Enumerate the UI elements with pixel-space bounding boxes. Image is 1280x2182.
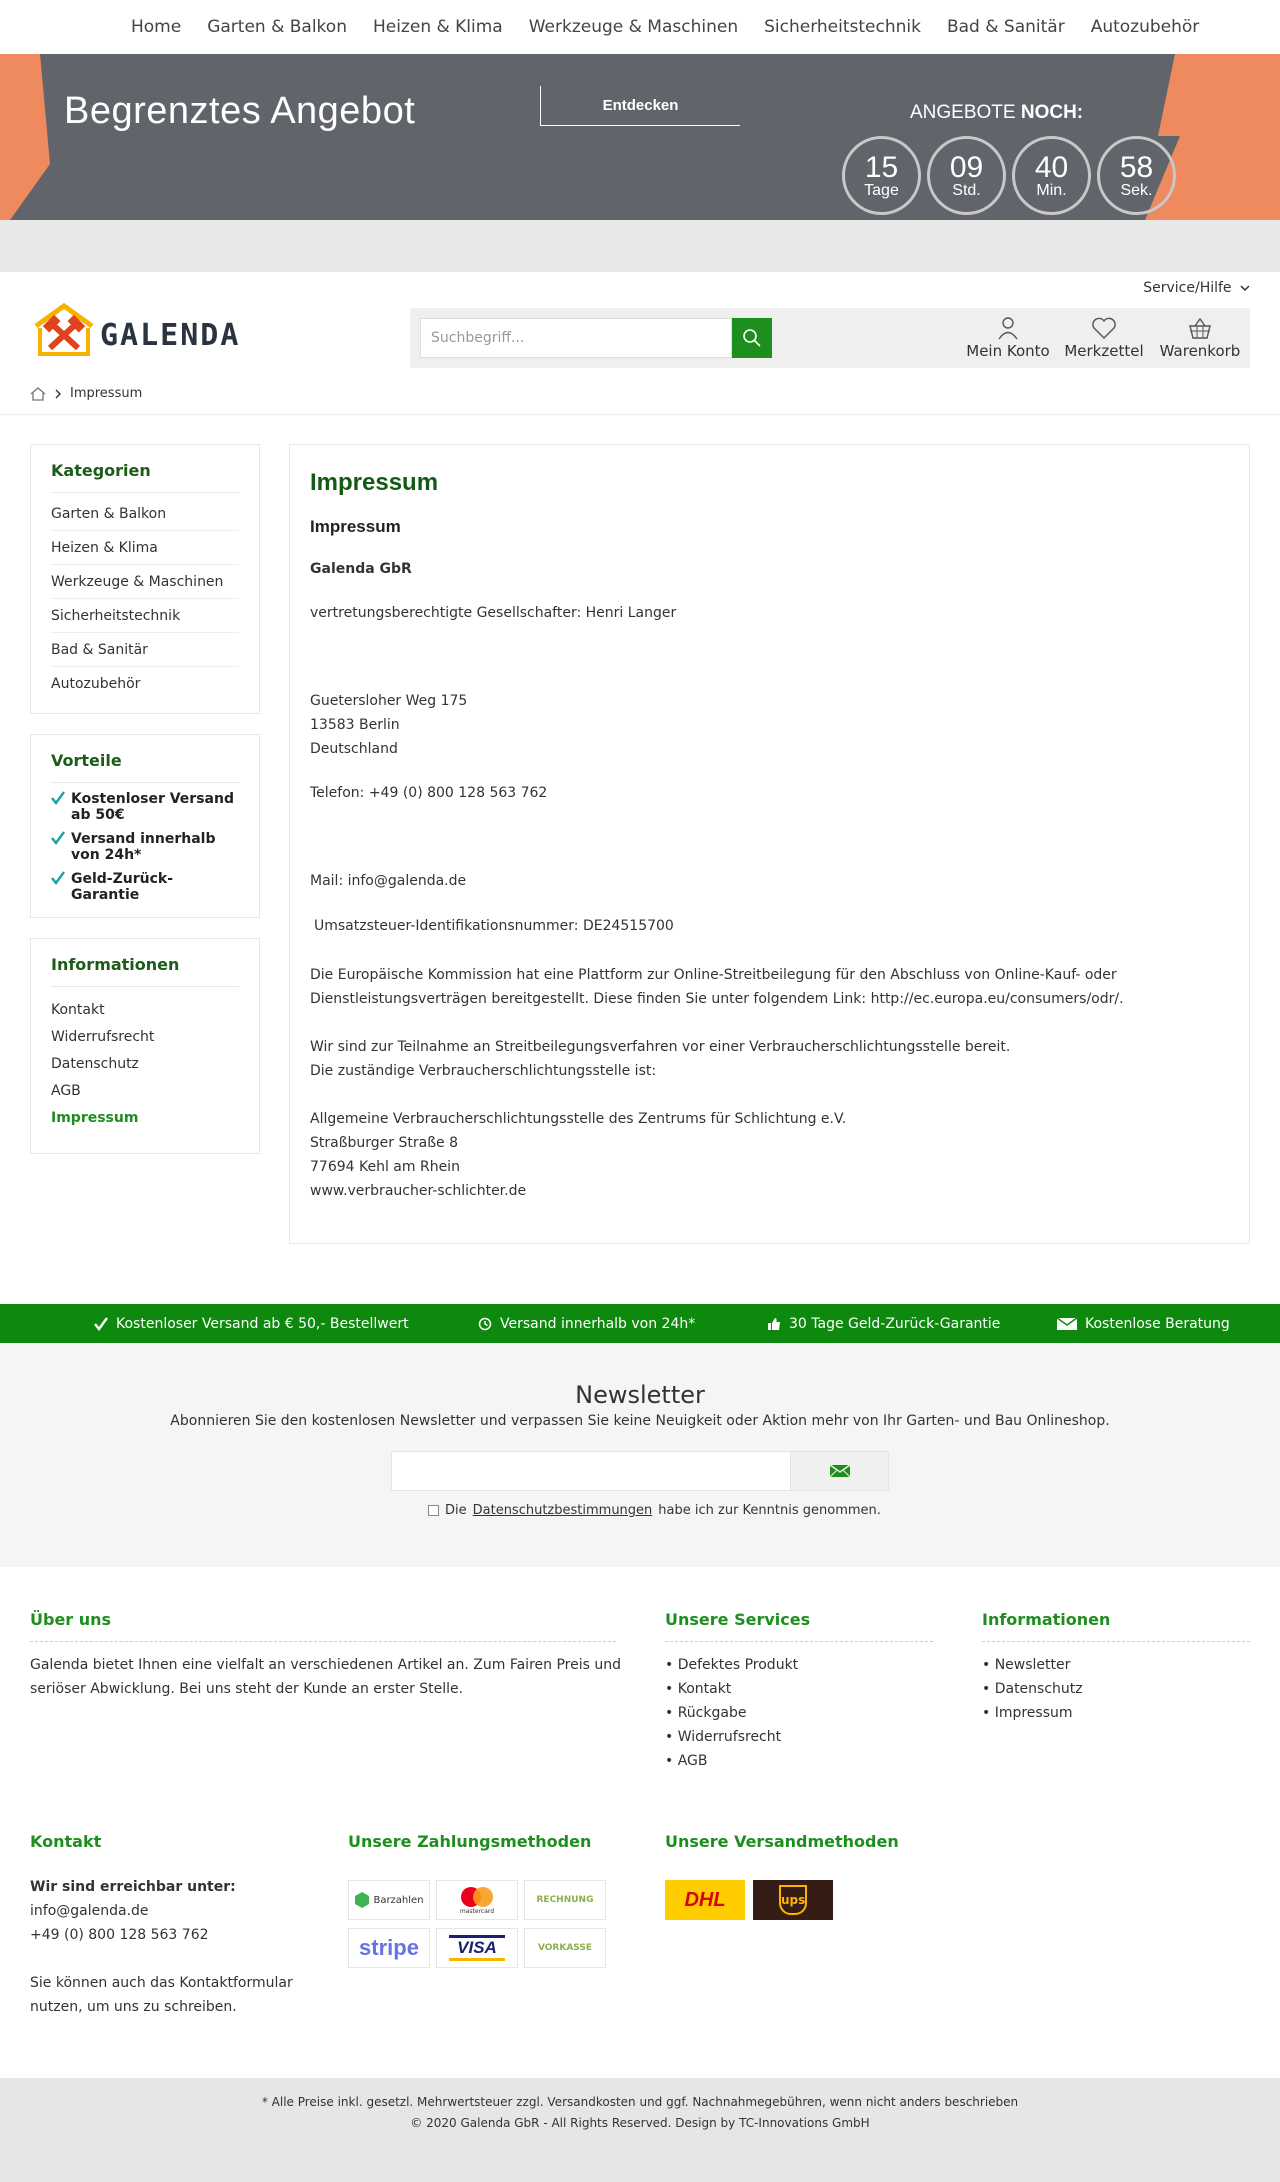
footer-contact-heading: Wir sind erreichbar unter: xyxy=(30,1879,236,1895)
spacer-bar xyxy=(0,220,1280,272)
benefit-free-shipping: Kostenloser Versand ab € 50,- Bestellwert xyxy=(94,1316,409,1332)
sidebar-item-werkzeuge[interactable]: Werkzeuge & Maschinen xyxy=(51,565,239,599)
countdown xyxy=(842,136,1176,215)
newsletter-submit-button[interactable] xyxy=(790,1451,889,1491)
footer-link-datenschutz[interactable]: • Datenschutz xyxy=(982,1681,1083,1697)
logo-text: GALENDA xyxy=(100,317,241,353)
information-title: Informationen xyxy=(51,955,239,987)
benefit-free-consulting: Kostenlose Beratung xyxy=(1057,1316,1230,1332)
sidebar-item-heizen-klima[interactable]: Heizen & Klima xyxy=(51,531,239,565)
sidebar-item-bad-sanitaer[interactable]: Bad & Sanitär xyxy=(51,633,239,667)
privacy-link[interactable]: Datenschutzbestimmungen xyxy=(472,1503,653,1518)
sidebar-item-sicherheitstechnik[interactable]: Sicherheitstechnik xyxy=(51,599,239,633)
countdown-minutes: 40 Min. xyxy=(1012,136,1091,215)
dispute-text-1: Wir sind zur Teilnahme an Streitbeilegungsverfahren vor einer Verbraucherschlichtungsstelle bereit. xyxy=(310,1039,1011,1055)
newsletter-email-input[interactable] xyxy=(391,1451,791,1491)
footer-info-title: Informationen xyxy=(982,1610,1250,1642)
odr-text-1: Die Europäische Kommission hat eine Plattform zur Online-Streitbeilegung für den Abschluss von Online-Kauf- oder xyxy=(310,967,1117,983)
arbitration-street: Straßburger Straße 8 xyxy=(310,1135,459,1151)
cart-button[interactable]: Warenkorb xyxy=(1152,316,1248,360)
search-button[interactable] xyxy=(732,318,772,358)
shipping-dhl: DHL xyxy=(665,1880,745,1920)
top-navigation xyxy=(0,0,1280,54)
promo-banner xyxy=(0,54,1280,220)
privacy-checkbox[interactable] xyxy=(428,1505,439,1516)
sidebar-item-agb[interactable]: AGB xyxy=(51,1083,81,1099)
arbitration-website[interactable]: www.verbraucher-schlichter.de xyxy=(310,1183,527,1199)
shipping-ups: ups xyxy=(753,1880,833,1920)
header-actions xyxy=(960,316,1248,360)
footer-shipping-title: Unsere Versandmethoden xyxy=(665,1832,899,1851)
checkmark-icon xyxy=(94,1317,108,1331)
nav-autozubehoer[interactable]: Autozubehör xyxy=(1090,17,1200,37)
search-input[interactable]: Suchbegriff... xyxy=(420,318,732,358)
envelope-icon xyxy=(1057,1317,1077,1331)
divider xyxy=(0,414,1280,415)
copyright-text: © 2020 Galenda GbR - All Rights Reserved. Design by TC-Innovations GmbH xyxy=(410,2116,870,2130)
sidebar-item-datenschutz[interactable]: Datenschutz xyxy=(51,1056,139,1072)
legal-footer xyxy=(0,2078,1280,2182)
payment-barzahlen: Barzahlen xyxy=(348,1880,430,1920)
countdown-days: 15 Tage xyxy=(842,136,921,215)
nav-heizen-klima[interactable]: Heizen & Klima xyxy=(372,17,503,37)
advantage-item: Geld-Zurück-Garantie xyxy=(51,871,239,903)
sidebar-item-garten-balkon[interactable]: Garten & Balkon xyxy=(51,497,239,531)
footer-services-title: Unsere Services xyxy=(665,1610,933,1642)
phone: Telefon: +49 (0) 800 128 563 762 xyxy=(310,785,548,801)
service-help-dropdown[interactable]: Service/Hilfe xyxy=(1143,280,1250,296)
footer-link-kontakt[interactable]: • Kontakt xyxy=(665,1681,732,1697)
chevron-down-icon xyxy=(1240,284,1250,292)
breadcrumb xyxy=(30,386,142,401)
footer-contact-phone[interactable]: +49 (0) 800 128 563 762 xyxy=(30,1927,209,1943)
payment-mastercard: mastercard xyxy=(436,1880,518,1920)
user-icon xyxy=(997,316,1019,340)
chevron-right-icon xyxy=(54,389,62,399)
page-subtitle: Impressum xyxy=(310,517,401,536)
sidebar-item-kontakt[interactable]: Kontakt xyxy=(51,1002,105,1018)
search-icon xyxy=(742,328,762,348)
payment-stripe: stripe xyxy=(348,1928,430,1968)
barzahlen-logo-icon xyxy=(354,1891,370,1909)
address-city: 13583 Berlin xyxy=(310,717,400,733)
mastercard-logo-icon xyxy=(458,1886,496,1908)
offer-countdown-label: ANGEBOTE NOCH: xyxy=(910,102,1084,123)
home-icon[interactable] xyxy=(30,387,46,401)
odr-text-2: Dienstleistungsverträgen bereitgestellt. Diese finden Sie unter folgendem Link: http://ec.europa.eu/consumers/odr/. xyxy=(310,991,1124,1007)
heart-icon xyxy=(1091,316,1117,340)
discover-button[interactable]: Entdecken xyxy=(540,86,740,126)
sidebar-item-impressum[interactable]: Impressum xyxy=(51,1110,139,1126)
footer-link-widerrufsrecht[interactable]: • Widerrufsrecht xyxy=(665,1729,782,1745)
logo-hammers-icon xyxy=(32,302,96,358)
company-name: Galenda GbR xyxy=(310,561,412,577)
page-title: Impressum xyxy=(310,469,439,496)
logo[interactable] xyxy=(32,302,240,358)
vat-id: Umsatzsteuer-Identifikationsnummer: DE24515700 xyxy=(314,918,674,934)
sidebar-categories xyxy=(30,444,260,714)
benefits-bar xyxy=(0,1304,1280,1343)
footer-contact-form-1: Sie können auch das Kontaktformular xyxy=(30,1975,293,1991)
newsletter-title: Newsletter xyxy=(575,1381,705,1409)
arbitration-city: 77694 Kehl am Rhein xyxy=(310,1159,460,1175)
newsletter-section xyxy=(0,1343,1280,1567)
representative: vertretungsberechtigte Gesellschafter: Henri Langer xyxy=(310,605,677,621)
footer-about-text-1: Galenda bietet Ihnen eine vielfalt an verschiedenen Artikel an. Zum Fairen Preis und xyxy=(30,1657,621,1673)
wishlist-button[interactable]: Merkzettel xyxy=(1056,316,1152,360)
arbitration-name: Allgemeine Verbraucherschlichtungsstelle des Zentrums für Schlichtung e.V. xyxy=(310,1111,847,1127)
nav-garten-balkon[interactable]: Garten & Balkon xyxy=(207,17,347,37)
advantage-item: Kostenloser Versand ab 50€ xyxy=(51,791,239,823)
footer-about-text-2: seriöser Abwicklung. Bei uns steht der Kunde an erster Stelle. xyxy=(30,1681,464,1697)
advantages-title: Vorteile xyxy=(51,751,239,783)
advantage-item: Versand innerhalb von 24h* xyxy=(51,831,239,863)
footer-link-agb[interactable]: • AGB xyxy=(665,1753,708,1769)
countdown-seconds: 58 Sek. xyxy=(1097,136,1176,215)
privacy-checkbox-row: Die Datenschutzbestimmungen habe ich zur Kenntnis genommen. xyxy=(428,1503,881,1518)
my-account-button[interactable]: Mein Konto xyxy=(960,316,1056,360)
benefit-24h-shipping: Versand innerhalb von 24h* xyxy=(478,1316,695,1332)
legal-text: * Alle Preise inkl. gesetzl. Mehrwertsteuer zzgl. Versandkosten und ggf. Nachnahmegebühren, wenn nicht anders beschrieben xyxy=(261,2095,1019,2109)
checkmark-icon xyxy=(51,871,65,885)
basket-icon xyxy=(1187,316,1213,340)
benefit-money-back: 30 Tage Geld-Zurück-Garantie xyxy=(767,1316,1000,1332)
clock-icon xyxy=(478,1317,492,1331)
breadcrumb-current: Impressum xyxy=(70,386,143,401)
dispute-text-2: Die zuständige Verbraucherschlichtungsstelle ist: xyxy=(310,1063,657,1079)
nav-sicherheitstechnik[interactable]: Sicherheitstechnik xyxy=(764,17,921,37)
address-street: Guetersloher Weg 175 xyxy=(310,693,468,709)
footer-contact-form-2: nutzen, um uns zu schreiben. xyxy=(30,1999,237,2015)
payment-rechnung: RECHNUNG xyxy=(524,1880,606,1920)
payment-vorkasse: VORKASSE xyxy=(524,1928,606,1968)
sidebar-item-autozubehoer[interactable]: Autozubehör xyxy=(51,676,141,692)
footer-about-title: Über uns xyxy=(30,1610,616,1642)
footer-payment-title: Unsere Zahlungsmethoden xyxy=(348,1832,592,1851)
promo-title: Begrenztes Angebot xyxy=(64,90,416,132)
nav-werkzeuge-maschinen[interactable]: Werkzeuge & Maschinen xyxy=(528,17,739,37)
checkmark-icon xyxy=(51,831,65,845)
footer-services-list xyxy=(665,1653,798,1773)
impressum-content xyxy=(289,444,1250,1244)
footer-link-defektes-produkt[interactable]: • Defektes Produkt xyxy=(665,1657,799,1673)
countdown-hours: 09 Std. xyxy=(927,136,1006,215)
sidebar-information xyxy=(30,938,260,1154)
footer-link-impressum[interactable]: • Impressum xyxy=(982,1705,1073,1721)
checkmark-icon xyxy=(51,791,65,805)
footer-contact-mail[interactable]: info@galenda.de xyxy=(30,1903,149,1919)
sidebar-item-widerrufsrecht[interactable]: Widerrufsrecht xyxy=(51,1029,155,1045)
footer-link-rueckgabe[interactable]: • Rückgabe xyxy=(665,1705,747,1721)
footer-info-list xyxy=(982,1653,1083,1725)
footer-link-newsletter[interactable]: • Newsletter xyxy=(982,1657,1071,1673)
footer-contact-title: Kontakt xyxy=(30,1832,102,1851)
nav-bad-sanitaer[interactable]: Bad & Sanitär xyxy=(946,17,1065,37)
mail: Mail: info@galenda.de xyxy=(310,873,467,889)
thumbs-up-icon xyxy=(767,1317,781,1331)
nav-home[interactable]: Home xyxy=(131,17,182,37)
newsletter-subtitle: Abonnieren Sie den kostenlosen Newsletter und verpassen Sie keine Neuigkeit oder Aktion mehr von Ihr Garten- und Bau Onlineshop. xyxy=(170,1413,1110,1429)
envelope-icon xyxy=(830,1464,850,1478)
payment-visa: VISA xyxy=(436,1928,518,1968)
sidebar-advantages xyxy=(30,734,260,918)
address-country: Deutschland xyxy=(310,741,398,757)
categories-title: Kategorien xyxy=(51,461,239,493)
